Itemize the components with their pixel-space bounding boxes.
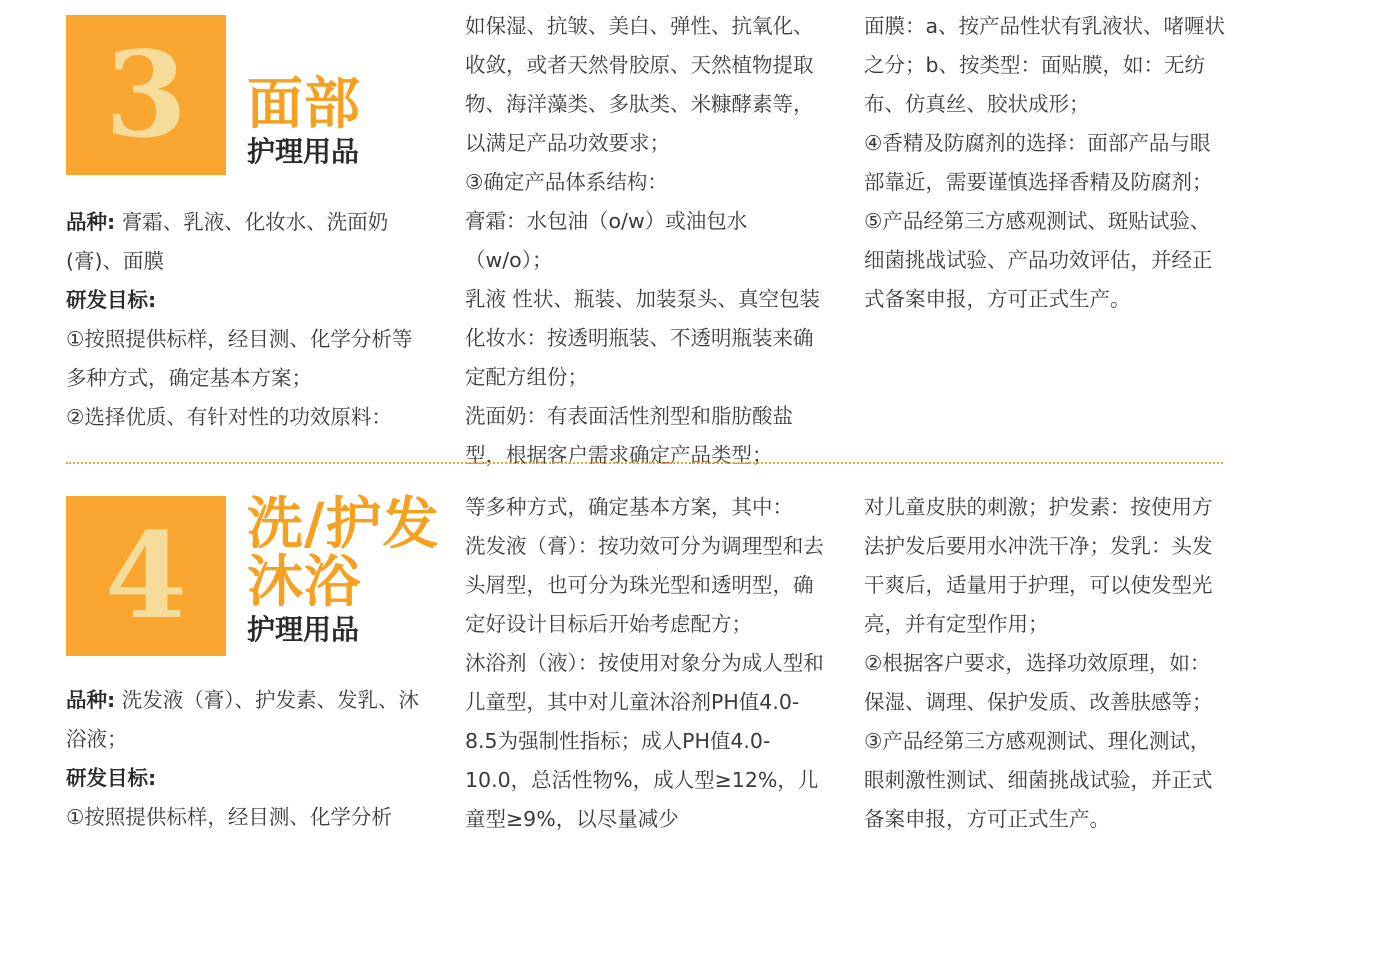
section-number-badge: 3 [66, 15, 226, 175]
paragraph: ③确定产品体系结构： [465, 170, 668, 194]
goal-item: ①按照提供标样，经目测、化学分析等多种方式，确定基本方案； [66, 327, 413, 390]
text-column-3 [864, 488, 1226, 839]
section-title-line2: 沐浴 [247, 550, 361, 615]
text-column-2 [465, 488, 827, 839]
paragraph: 洗发液（膏）：按功效可分为调理型和去头屑型，也可分为珠光型和透明型，确定好设计目标后开始考虑配方； [465, 534, 824, 636]
variety-paragraph [66, 203, 428, 281]
section-number-badge: 4 [66, 496, 226, 656]
section-subtitle: 护理用品 [247, 135, 360, 168]
section-subtitle: 护理用品 [247, 613, 360, 646]
paragraph: ③产品经第三方感观测试、理化测试，眼刺激性测试、细菌挑战试验，并正式备案申报，方可正式生产。 [864, 729, 1213, 831]
section-title-line1: 洗/护发 [247, 492, 440, 557]
section-title: 面部 [247, 72, 361, 137]
paragraph: 化妆水：按透明瓶装、不透明瓶装来确定配方组份； [465, 326, 814, 389]
paragraph: ②根据客户要求，选择功效原理，如：保湿、调理、保护发质、改善肤感等； [864, 651, 1213, 714]
paragraph: 乳液 性状、瓶装、加装泵头、真空包装 [465, 287, 821, 311]
variety-label: 品种: [66, 210, 116, 234]
paragraph: 沐浴剂（液）：按使用对象分为成人型和儿童型，其中对儿童沐浴剂PH值4.0-8.5为强制性指标；成人PH值4.0-10.0，总活性物%，成人型≥12%，儿童型≥9%，以尽量减少 [465, 651, 824, 831]
paragraph: 等多种方式，确定基本方案，其中： [465, 495, 793, 519]
goal-item: ①按照提供标样，经目测、化学分析 [66, 805, 392, 829]
variety-label: 品种: [66, 688, 116, 712]
text-column-1 [66, 203, 428, 437]
text-column-3 [864, 7, 1226, 319]
paragraph: 膏霜：水包油（o/w）或油包水（w/o）； [465, 209, 748, 272]
section-face-care [0, 0, 1381, 467]
text-column-2 [465, 7, 827, 475]
paragraph: 洗面奶：有表面活性剂型和脂肪酸盐型，根据客户需求确定产品类型； [465, 404, 793, 467]
section-hair-bath-care [0, 478, 1381, 878]
text-column-1 [66, 681, 428, 837]
variety-paragraph [66, 681, 428, 759]
section-title-block [247, 492, 440, 646]
goal-item: ②选择优质、有针对性的功效原料： [66, 405, 392, 429]
goal-label: 研发目标: [66, 288, 157, 312]
paragraph: 对儿童皮肤的刺激；护发素：按使用方法护发后要用水冲洗干净；发乳：头发干爽后，适量用于护理，可以使发型光亮，并有定型作用； [864, 495, 1213, 636]
paragraph: ⑤产品经第三方感观测试、斑贴试验、细菌挑战试验、产品功效评估，并经正式备案申报，方可正式生产。 [864, 209, 1213, 311]
variety-text: 洗发液（膏）、护发素、发乳、沐浴液； [66, 688, 419, 751]
goal-label: 研发目标: [66, 766, 157, 790]
section-divider [66, 462, 1223, 464]
section-title-block [247, 72, 361, 168]
paragraph: 面膜：a、按产品性状有乳液状、啫喱状之分；b、按类型：面贴膜，如：无纺布、仿真丝、胶状成形； [864, 14, 1226, 116]
variety-text: 膏霜、乳液、化妆水、洗面奶(膏)、面膜 [66, 210, 389, 273]
paragraph: 如保湿、抗皱、美白、弹性、抗氧化、收敛，或者天然骨胶原、天然植物提取物、海洋藻类、多肽类、米糠酵素等，以满足产品功效要求； [465, 14, 814, 155]
paragraph: ④香精及防腐剂的选择：面部产品与眼部靠近，需要谨慎选择香精及防腐剂； [864, 131, 1213, 194]
